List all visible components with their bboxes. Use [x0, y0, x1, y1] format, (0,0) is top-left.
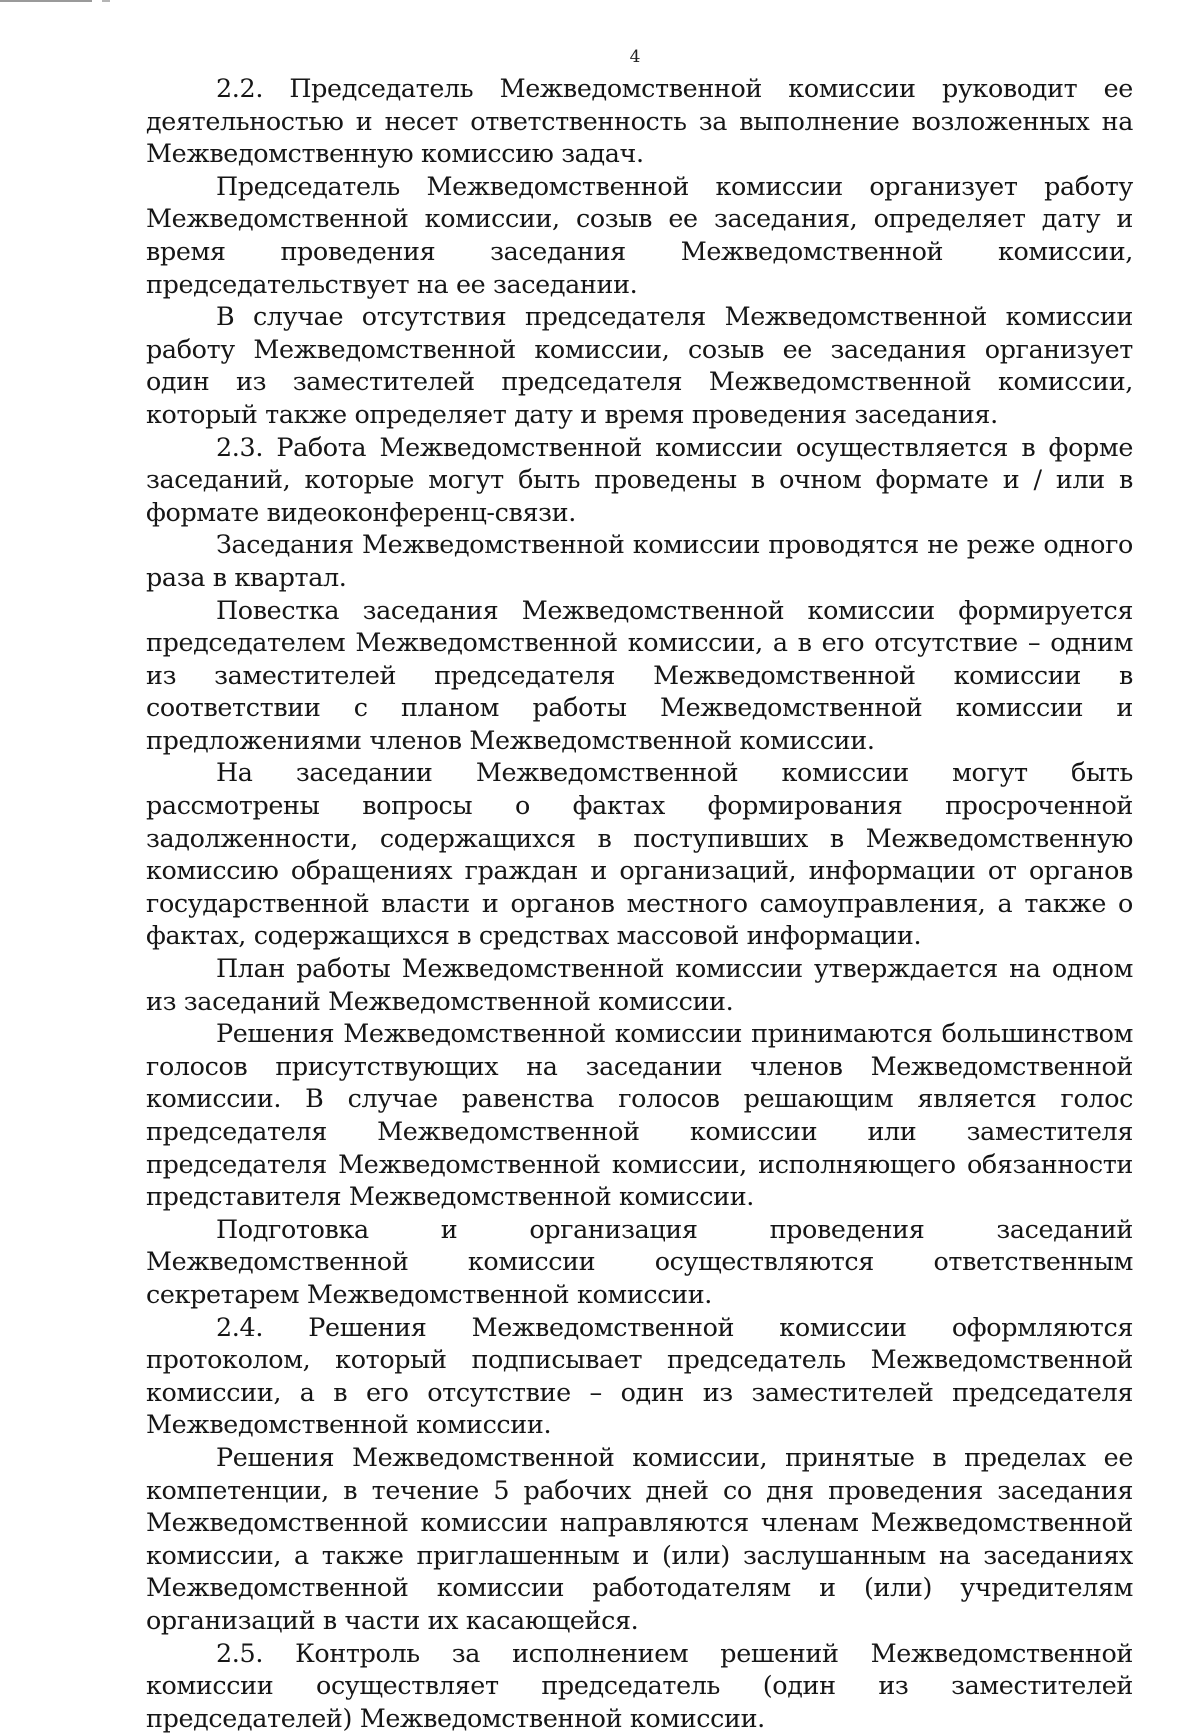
paragraph-2-4: 2.4. Решения Межведомственной комиссии оформляются протоколом, который подписывает председатель Межведомственной комиссии, а в его отсутствие – один из заместителей председателя Межведомственной комиссии. — [146, 1311, 1133, 1441]
paragraph-2-3: 2.3. Работа Межведомственной комиссии осуществляется в форме заседаний, которые могут быть проведены в очном формате и / или в формате видеоконференц-связи. — [146, 431, 1133, 529]
paragraph-agenda: Повестка заседания Межведомственной комиссии формируется председателем Межведомственной комиссии, а в его отсутствие – одним из заместителей председателя Межведомственной комиссии в соответствии с планом работы Межведомственной комиссии и предложениями членов Межведомственной комиссии. — [146, 594, 1133, 757]
paragraph-decisions-distribution: Решения Межведомственной комиссии, принятые в пределах ее компетенции, в течение 5 рабочих дней со дня проведения заседания Межведомственной комиссии направляются членам Межведомственной комиссии, а также приглашенным и (или) заслушанным на заседаниях Межведомственной комиссии работодателям и (или) учредителям организаций в части их касающейся. — [146, 1441, 1133, 1637]
paragraph-meeting-frequency: Заседания Межведомственной комиссии проводятся не реже одного раза в квартал. — [146, 528, 1133, 593]
document-body — [146, 72, 1133, 1734]
scan-edge-mark — [0, 0, 92, 2]
paragraph-chairman-duties: Председатель Межведомственной комиссии организует работу Межведомственной комиссии, созыв ее заседания, определяет дату и время проведения заседания Межведомственной комиссии, председательствует на ее заседании. — [146, 170, 1133, 300]
paragraph-meeting-preparation: Подготовка и организация проведения заседаний Межведомственной комиссии осуществляются ответственным секретарем Межведомственной комиссии. — [146, 1213, 1133, 1311]
paragraph-work-plan: План работы Межведомственной комиссии утверждается на одном из заседаний Межведомственной комиссии. — [146, 952, 1133, 1017]
paragraph-meeting-topics: На заседании Межведомственной комиссии могут быть рассмотрены вопросы о фактах формирования просроченной задолженности, содержащихся в поступивших в Межведомственную комиссию обращениях граждан и организаций, информации от органов государственной власти и органов местного самоуправления, а также о фактах, содержащихся в средствах массовой информации. — [146, 756, 1133, 952]
page-number: 4 — [0, 47, 1200, 67]
paragraph-chairman-absence: В случае отсутствия председателя Межведомственной комиссии работу Межведомственной комиссии, созыв ее заседания организует один из заместителей председателя Межведомственной комиссии, который также определяет дату и время проведения заседания. — [146, 300, 1133, 430]
paragraph-2-5: 2.5. Контроль за исполнением решений Межведомственной комиссии осуществляет председатель (один из заместителей председателей) Межведомственной комиссии. — [146, 1637, 1133, 1734]
paragraph-2-2: 2.2. Председатель Межведомственной комиссии руководит ее деятельностью и несет ответственность за выполнение возложенных на Межведомственную комиссию задач. — [146, 72, 1133, 170]
paragraph-decisions-voting: Решения Межведомственной комиссии принимаются большинством голосов присутствующих на заседании членов Межведомственной комиссии. В случае равенства голосов решающим является голос председателя Межведомственной комиссии или заместителя председателя Межведомственной комиссии, исполняющего обязанности представителя Межведомственной комиссии. — [146, 1017, 1133, 1213]
